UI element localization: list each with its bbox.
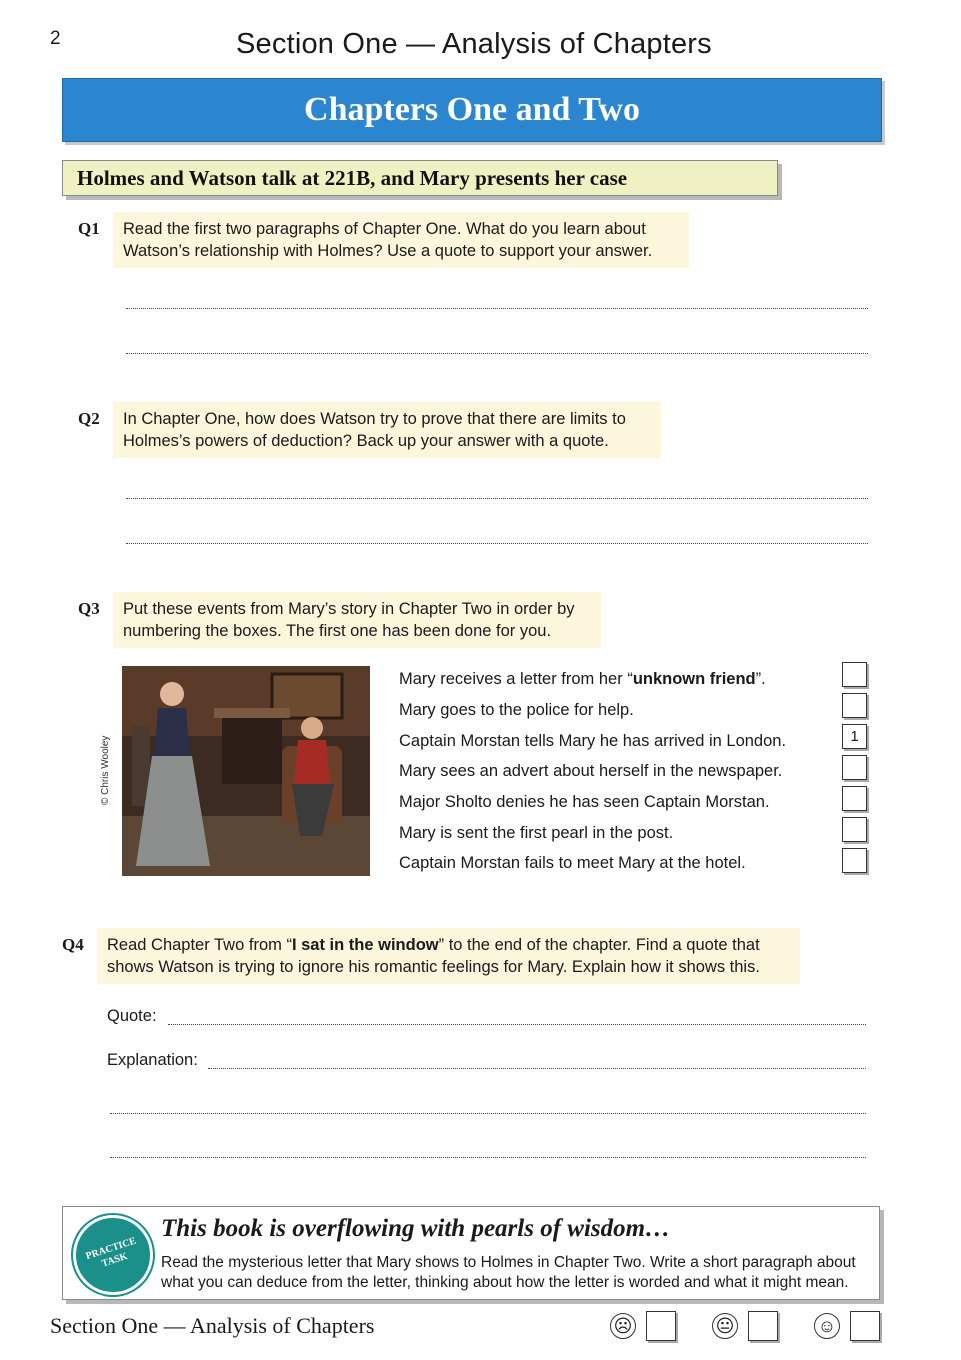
q2-answer-line-1[interactable]: [126, 498, 868, 499]
q3-line1: Put these events from Mary’s story in Chapter Two in order by: [123, 600, 575, 618]
event-7: Captain Morstan fails to meet Mary at the hotel.: [399, 854, 746, 872]
explanation-answer-line-2[interactable]: [110, 1113, 866, 1114]
practice-task-badge-text: PRACTICE TASK: [84, 1235, 138, 1270]
photo-credit: © Chris Wooley: [100, 735, 111, 805]
order-box-2[interactable]: [842, 693, 867, 718]
q1-line1: Read the first two paragraphs of Chapter One. What do you learn about: [123, 220, 646, 238]
chapter-banner: [62, 78, 882, 142]
order-box-5[interactable]: [842, 786, 867, 811]
practice-task-badge: [73, 1215, 153, 1295]
happy-face-icon: ☺: [814, 1313, 840, 1339]
event-1: Mary receives a letter from her “unknown friend”.: [399, 670, 766, 688]
q2-label: Q2: [78, 409, 100, 428]
q2-line1: In Chapter One, how does Watson try to prove that there are limits to: [123, 410, 626, 428]
subheading-box: [62, 160, 778, 196]
event-5: Major Sholto denies he has seen Captain Morstan.: [399, 793, 770, 811]
neutral-face-icon: 😐: [712, 1313, 738, 1339]
quote-label: Quote:: [107, 1007, 157, 1025]
event-4: Mary sees an advert about herself in the newspaper.: [399, 762, 783, 780]
subheading: Holmes and Watson talk at 221B, and Mary presents her case: [77, 165, 628, 190]
rating-box-neutral[interactable]: [748, 1311, 778, 1341]
q4-line1: Read Chapter Two from “I sat in the window” to the end of the chapter. Find a quote that: [107, 936, 760, 954]
q2-prompt: [113, 402, 661, 458]
rating-box-happy[interactable]: [850, 1311, 880, 1341]
q2-line2: Holmes’s powers of deduction? Back up your answer with a quote.: [123, 432, 609, 450]
explanation-answer-line-1[interactable]: [208, 1068, 866, 1069]
footer-title: Section One — Analysis of Chapters: [50, 1313, 375, 1338]
practice-line1: Read the mysterious letter that Mary shows to Holmes in Chapter Two. Write a short paragraph about: [161, 1254, 856, 1271]
q1-line2: Watson’s relationship with Holmes? Use a quote to support your answer.: [123, 242, 653, 260]
page-number: 2: [50, 28, 61, 49]
stage-photo: [122, 666, 370, 876]
q1-label: Q1: [78, 219, 100, 238]
event-3: Captain Morstan tells Mary he has arrived in London.: [399, 732, 787, 750]
explanation-answer-line-3[interactable]: [110, 1157, 866, 1158]
practice-text: [161, 1253, 871, 1293]
sad-face-icon: ☹: [610, 1313, 636, 1339]
practice-title: This book is overflowing with pearls of wisdom…: [161, 1215, 671, 1242]
order-box-4[interactable]: [842, 755, 867, 780]
q3-label: Q3: [78, 599, 100, 618]
practice-line2: what you can deduce from the letter, thinking about how the letter is worded and what it might mean.: [161, 1274, 849, 1291]
order-box-1[interactable]: [842, 662, 867, 687]
order-box-3[interactable]: 1: [842, 724, 867, 749]
q1-prompt: [113, 212, 689, 268]
q3-prompt: [113, 592, 601, 648]
chapter-title: Chapters One and Two: [304, 91, 640, 128]
event-2: Mary goes to the police for help.: [399, 701, 634, 719]
q2-answer-line-2[interactable]: [126, 543, 868, 544]
event-6: Mary is sent the first pearl in the post.: [399, 824, 674, 842]
q4-label: Q4: [62, 935, 84, 954]
q4-prompt: [97, 928, 800, 984]
q1-answer-line-2[interactable]: [126, 353, 868, 354]
section-title: Section One — Analysis of Chapters: [236, 28, 712, 60]
order-box-7[interactable]: [842, 848, 867, 873]
q4-line2: shows Watson is trying to ignore his romantic feelings for Mary. Explain how it shows this.: [107, 958, 760, 976]
q3-line2: numbering the boxes. The first one has been done for you.: [123, 622, 552, 640]
practice-task-box: [62, 1206, 880, 1300]
order-box-6[interactable]: [842, 817, 867, 842]
rating-box-sad[interactable]: [646, 1311, 676, 1341]
explanation-label: Explanation:: [107, 1051, 198, 1069]
q1-answer-line-1[interactable]: [126, 308, 868, 309]
stage-photo-illustration: [122, 666, 370, 876]
quote-answer-line[interactable]: [168, 1024, 866, 1025]
